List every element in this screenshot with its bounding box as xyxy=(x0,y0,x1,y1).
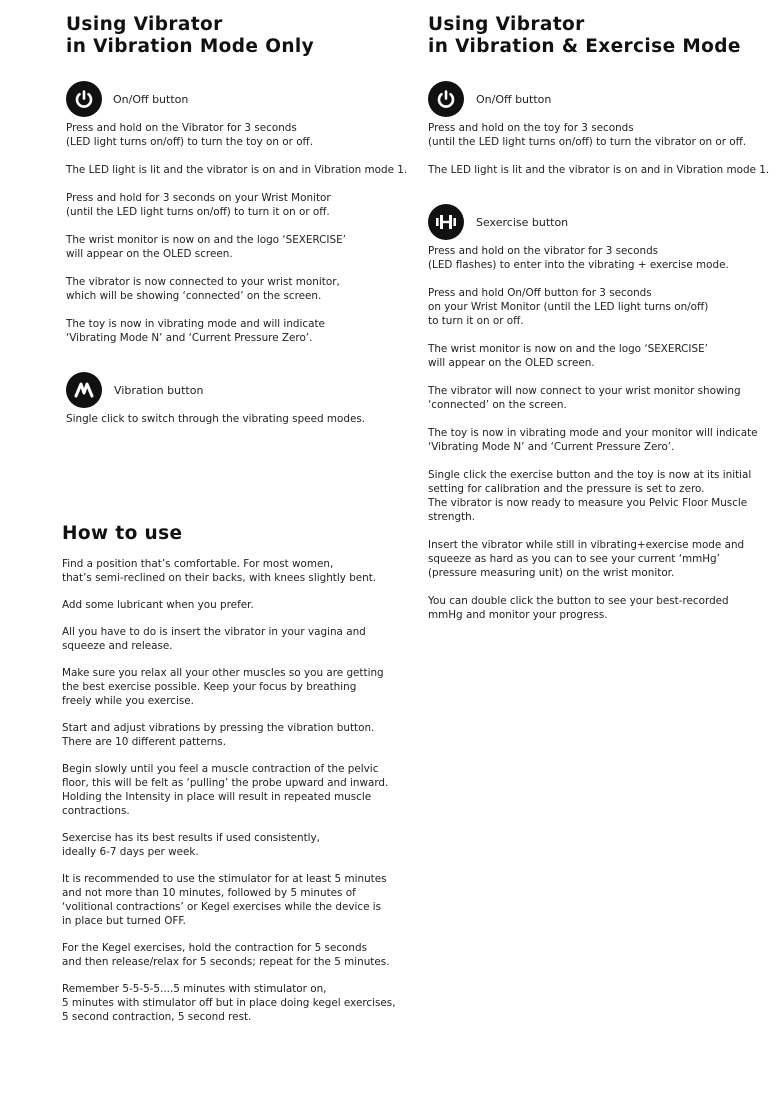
power-icon xyxy=(428,81,464,117)
dumbbell-icon xyxy=(428,204,464,240)
paragraph: Remember 5-5-5-5....5 minutes with stimulator on, 5 minutes with stimulator off but in place doing kegel exercises, 5 second contraction, 5 second rest. xyxy=(62,983,396,1023)
vibration-button-label: Vibration button xyxy=(114,383,204,397)
paragraph: Press and hold on the Vibrator for 3 seconds (LED light turns on/off) to turn the toy on or off. xyxy=(66,122,314,148)
paragraph: All you have to do is insert the vibrator in your vagina and squeeze and release. xyxy=(62,626,366,652)
paragraph: The vibrator will now connect to your wrist monitor showing ‘connected’ on the screen. xyxy=(428,385,741,411)
vibration-exercise-instructions-a xyxy=(428,121,768,177)
paragraph: Sexercise has its best results if used consistently, ideally 6-7 days per week. xyxy=(62,832,320,858)
paragraph: Make sure you relax all your other muscles so you are getting the best exercise possible. Keep your focus by breathing freely while you exercise. xyxy=(62,667,384,707)
onoff-button-label: On/Off button xyxy=(113,92,189,106)
vibration-mode-instructions xyxy=(66,121,408,345)
paragraph: Insert the vibrator while still in vibrating+exercise mode and squeeze as hard as you can to see your current ‘mmHg’ (pressure measuring unit) on the wrist monitor. xyxy=(428,539,745,579)
paragraph: Press and hold on the vibrator for 3 seconds (LED flashes) to enter into the vibrating + exercise mode. xyxy=(428,245,729,271)
paragraph: The wrist monitor is now on and the logo ‘SEXERCISE’ will appear on the OLED screen. xyxy=(66,234,346,260)
paragraph: Find a position that’s comfortable. For most women, that’s semi-reclined on their backs, with knees slightly bent. xyxy=(62,558,377,584)
paragraph: Start and adjust vibrations by pressing the vibration button. There are 10 different patterns. xyxy=(62,722,375,748)
paragraph: It is recommended to use the stimulator for at least 5 minutes and not more than 10 minutes, followed by 5 minutes of ‘volitional contractions’ or Kegel exercises while the device is in place but turned OFF. xyxy=(62,873,387,927)
vibration-exercise-instructions-b xyxy=(428,244,768,622)
section-vibration-mode xyxy=(66,14,408,426)
sexercise-button-row xyxy=(428,203,768,241)
paragraph: The wrist monitor is now on and the logo ‘SEXERCISE’ will appear on the OLED screen. xyxy=(428,343,708,369)
vibration-wave-icon xyxy=(66,372,102,408)
paragraph: The LED light is lit and the vibrator is on and in Vibration mode 1. xyxy=(66,164,408,176)
paragraph: The vibrator is now connected to your wrist monitor, which will be showing ‘connected’ on the screen. xyxy=(66,276,340,302)
paragraph: Press and hold On/Off button for 3 seconds on your Wrist Monitor (until the LED light turns on/off) to turn it on or off. xyxy=(428,287,709,327)
sexercise-button-label: Sexercise button xyxy=(476,215,569,229)
paragraph: Press and hold for 3 seconds on your Wrist Monitor (until the LED light turns on/off) to turn it on or off. xyxy=(66,192,331,218)
how-to-use-title: How to use xyxy=(62,523,183,544)
vibration-button-text: Single click to switch through the vibrating speed modes. xyxy=(66,413,366,425)
section-how-to-use xyxy=(62,523,396,1024)
paragraph: The toy is now in vibrating mode and your monitor will indicate ‘Vibrating Mode N’ and ‘Current Pressure Zero’. xyxy=(428,427,758,453)
paragraph: You can double click the button to see your best-recorded mmHg and monitor your progress. xyxy=(428,595,729,621)
paragraph: The LED light is lit and the vibrator is on and in Vibration mode 1. xyxy=(428,164,770,176)
onoff-button-row xyxy=(66,80,396,118)
onoff-button-row xyxy=(428,80,768,118)
power-icon xyxy=(66,81,102,117)
vibration-button-row xyxy=(66,371,396,409)
section-vibration-exercise-mode xyxy=(428,14,768,622)
section-title-vibration-exercise-mode: Using Vibrator in Vibration & Exercise Mode xyxy=(428,14,741,57)
paragraph: Begin slowly until you feel a muscle contraction of the pelvic floor, this will be felt as ‘pulling’ the probe upward and inward. Holding the Intensity in place will result in repeated muscle contractions. xyxy=(62,763,389,817)
onoff-button-label: On/Off button xyxy=(476,92,552,106)
paragraph: The toy is now in vibrating mode and will indicate ‘Vibrating Mode N’ and ‘Current Pressure Zero’. xyxy=(66,318,325,344)
paragraph: Press and hold on the toy for 3 seconds (until the LED light turns on/off) to turn the vibrator on or off. xyxy=(428,122,747,148)
paragraph: Single click the exercise button and the toy is now at its initial setting for calibration and the pressure is set to zero. The vibrator is now ready to measure you Pelvic Floor Muscle strength. xyxy=(428,469,752,523)
paragraph: For the Kegel exercises, hold the contraction for 5 seconds and then release/relax for 5 seconds; repeat for the 5 minutes. xyxy=(62,942,390,968)
paragraph: Add some lubricant when you prefer. xyxy=(62,599,254,611)
section-title-vibration-mode: Using Vibrator in Vibration Mode Only xyxy=(66,14,315,57)
